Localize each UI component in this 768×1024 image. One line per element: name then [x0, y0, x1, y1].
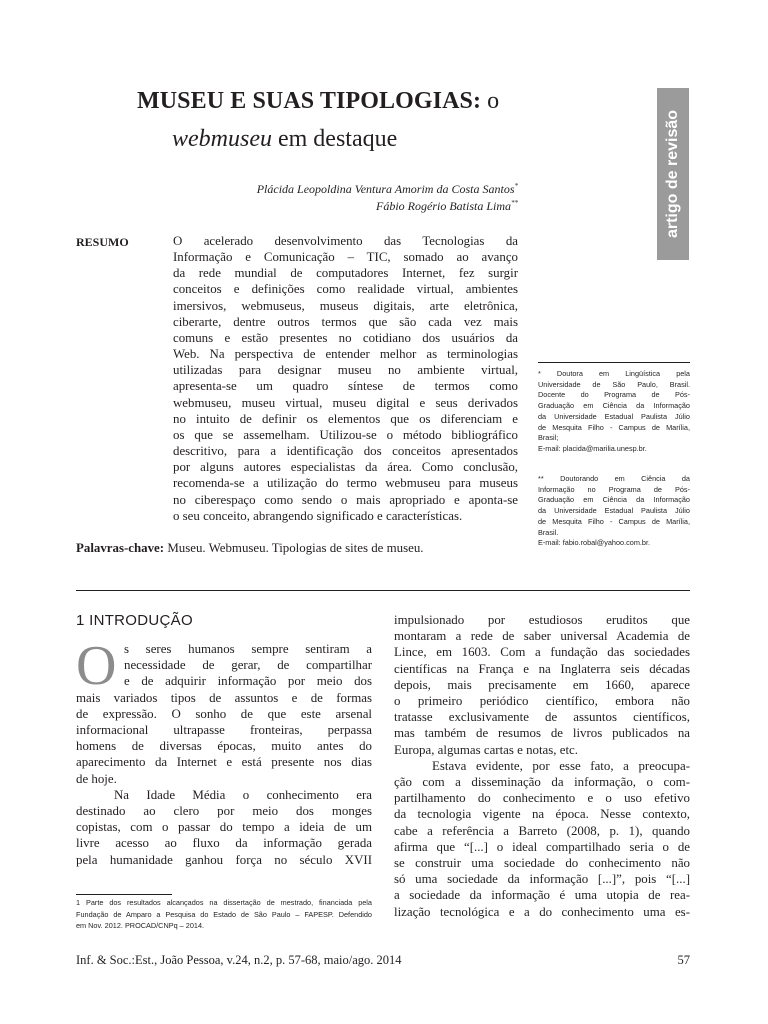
body-line: Lince, em 1603. Com a fundação das sociedades — [394, 645, 690, 660]
body-line: s seres humanos sempre sentiram a — [124, 642, 372, 656]
author-1 — [257, 182, 518, 197]
page-number: 57 — [677, 953, 690, 967]
body-line: partilhamento do conhecimento e o uso efetivo — [394, 791, 690, 806]
drop-cap: O — [76, 635, 117, 697]
abstract-line: webmuseu, museu virtual, museu digital e seus derivados — [173, 395, 518, 410]
author-note-2 — [538, 474, 690, 549]
footnote-line: em Nov. 2012. PROCAD/CNPq – 2014. — [76, 921, 205, 930]
author-note-line: de Mesquita Filho - Campus de Marília, — [538, 516, 690, 526]
body-column-1 — [76, 641, 372, 868]
author-note-1 — [538, 369, 690, 455]
body-line: destinado ao clero por meio dos monges — [76, 804, 372, 819]
abstract-line: recomenda-se a utilização do termo webmuseu para museus — [173, 476, 518, 491]
abstract-line: Informação e Comunicação – TIC, somado ao avanço — [173, 250, 518, 265]
title-main: MUSEU E SUAS TIPOLOGIAS: — [137, 88, 482, 114]
author-note-line: ** Doutorando em Ciência da — [538, 474, 690, 483]
body-line: impulsionado por estudiosos eruditos que — [394, 613, 690, 627]
body-line: e de adquirir informação por meio dos — [124, 674, 372, 689]
body-line: cabe a referência a Barreto (2008, p. 1), quando — [394, 823, 690, 838]
abstract-line: imersivos, webmuseus, museus digitais, arte eletrônica, — [173, 298, 518, 313]
body-column-2 — [394, 612, 690, 920]
body-line: aparecimento da Internet e está presente nos dias — [76, 755, 372, 770]
abstract-line: apresenta-se um quadro síntese de termos como — [173, 379, 518, 394]
author-note-line: Graduação em Ciência da Informação — [538, 495, 690, 505]
body-line: a sociedade da informação é uma utopia de rea- — [394, 888, 690, 903]
author-1-mark: * — [514, 182, 518, 190]
body-line: Estava evidente, por esse fato, a preocupa- — [432, 758, 690, 773]
abstract-line: ciberarte, dentre outros termos que são cada vez mais — [173, 314, 518, 329]
abstract-line: conceitos e definições como realidade virtual, ambientes — [173, 282, 518, 297]
section-divider — [76, 590, 690, 591]
author-note-line: * Doutora em Lingüística pela — [538, 369, 690, 378]
author-note-line: de Mesquita Filho - Campus de Marília, — [538, 422, 690, 432]
abstract-line: no intuito de definir os elementos que os diferenciam e — [173, 411, 518, 426]
body-line: tratasse exclusivamente de assuntos científicos, — [394, 710, 690, 725]
author-1-name: Plácida Leopoldina Ventura Amorim da Costa Santos — [256, 182, 515, 196]
author-note-line: Graduação em Ciência da Informação — [538, 401, 690, 411]
author-2-name: Fábio Rogério Batista Lima — [376, 199, 511, 213]
author-notes-rule — [538, 362, 690, 363]
body-line: lização tecnológica e a do conhecimento uma es- — [394, 904, 690, 919]
keywords-label: Palavras-chave: — [76, 541, 165, 555]
footnote-line: 1 Parte dos resultados alcançados na dissertação de mestrado, financiada pela — [76, 898, 372, 907]
section-heading: 1 INTRODUÇÃO — [76, 612, 193, 629]
abstract-line: comuns e estão presentes no cotidiano dos usuários da — [173, 330, 518, 345]
journal-citation: Inf. & Soc.:Est., João Pessoa, v.24, n.2, p. 57-68, maio/ago. 2014 — [76, 953, 402, 967]
author-2-mark: ** — [511, 199, 518, 207]
article-subtitle — [172, 126, 397, 153]
author-note-line: E-mail: placida@marilia.unesp.br. — [538, 443, 647, 453]
body-line: copistas, com o passar do tempo a ideia de um — [76, 820, 372, 835]
body-line: mas também de resumos de livros publicados na — [394, 726, 690, 741]
footnote-1 — [76, 897, 372, 932]
body-line: mais variados tipos de assuntos e de formas — [76, 690, 372, 705]
subtitle-rest: em destaque — [277, 126, 398, 152]
body-line: só uma sociedade da informação [...]”, pois “[...] — [394, 872, 690, 887]
article-type-label: artigo de revisão — [664, 109, 682, 239]
body-line: depois, mais precisamente em 1660, aparece — [394, 677, 690, 692]
keywords — [76, 541, 424, 556]
article-title — [137, 88, 499, 115]
title-main-tail: o — [487, 88, 500, 114]
body-line: livre acesso ao fluxo da informação gerada — [76, 836, 372, 851]
body-line: necessidade de gerar, de compartilhar — [124, 658, 372, 673]
body-line: informacional ultrapasse fronteiras, perpassa — [76, 723, 372, 738]
author-note-line: Brasil. — [538, 527, 559, 537]
body-line: Na Idade Média o conhecimento era — [114, 787, 372, 802]
abstract-line: no ciberespaço como sendo o mais apropriado e aponta-se — [173, 492, 518, 507]
body-line: afirma que “[...] o ideal compartilhado seria o de — [394, 839, 690, 854]
abstract-line: por alguns autores especialistas da área. Como conclusão, — [173, 460, 518, 475]
body-line: homens de diversas épocas, muito antes do — [76, 739, 372, 754]
author-note-line: Docente do Programa de Pós- — [538, 390, 690, 400]
body-line: da tecnologia vigente na época. Nesse contexto, — [394, 807, 690, 822]
author-note-line: E-mail: fabio.robal@yahoo.com.br. — [538, 538, 651, 548]
footnote-rule — [76, 894, 172, 895]
abstract-line: o seu conceito, abrangendo significado e características. — [173, 508, 463, 523]
abstract-line: Web. Na perspectiva de entender melhor as terminologias — [173, 347, 518, 362]
abstract-line: os que se assemelham. Utilizou-se o método bibliográfico — [173, 427, 518, 442]
body-line: de hoje. — [76, 771, 117, 786]
author-note-line: Brasil; — [538, 433, 559, 443]
abstract-line: utilizadas para designar museu no ambiente virtual, — [173, 363, 518, 378]
body-line: ção com a disseminação da informação, o com- — [394, 775, 690, 790]
abstract-line: descritivo, para a identificação dos conceitos apresentados — [173, 444, 518, 459]
footnote-line: Fundação de Amparo a Pesquisa do Estado de São Paulo – FAPESP. Defendido — [76, 909, 372, 919]
author-note-line: Informação no Programa de Pós- — [538, 484, 690, 494]
body-line: montaram a rede de saber universal Academia de — [394, 629, 690, 644]
body-line: de expressão. O sonho de que este arsenal — [76, 706, 372, 721]
keywords-text: Museu. Webmuseu. Tipologias de sites de museu. — [167, 541, 424, 555]
author-note-line: Universidade de São Paulo, Brasil. — [538, 379, 690, 389]
abstract-line: O acelerado desenvolvimento das Tecnologias da — [173, 234, 518, 248]
author-2 — [376, 199, 518, 214]
body-line: pela humanidade ganhou força no século XVII — [76, 852, 372, 867]
abstract-label: RESUMO — [76, 235, 129, 249]
body-line: Europa, algumas cartas e notas, etc. — [394, 742, 578, 757]
abstract-text — [173, 233, 518, 524]
body-line: se construir uma sociedade do conhecimento não — [394, 856, 690, 871]
article-type-tab — [657, 88, 689, 260]
abstract-line: da rede mundial de computadores Internet, fez surgir — [173, 266, 518, 281]
body-line: científicas na França e na Inglaterra seis décadas — [394, 661, 690, 676]
author-note-line: da Universidade Estadual Paulista Júlio — [538, 506, 690, 516]
author-note-line: da Universidade Estadual Paulista Júlio — [538, 411, 690, 421]
body-line: o primeiro periódico científico, embora não — [394, 694, 690, 709]
subtitle-italic: webmuseu — [172, 126, 272, 152]
